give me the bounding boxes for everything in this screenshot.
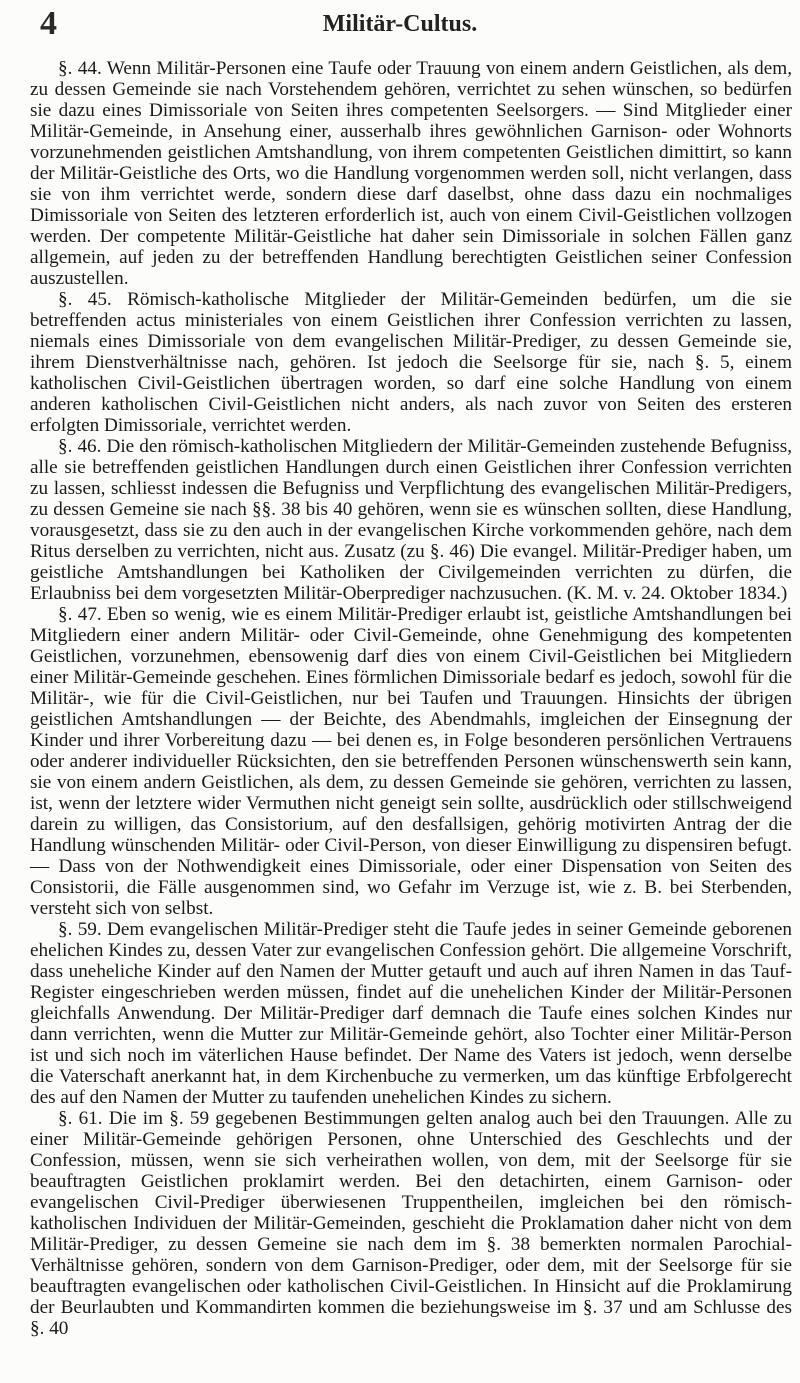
paragraph-47: §. 47. Eben so wenig, wie es einem Militär-Prediger erlaubt ist, geistliche Amtshandlungen bei Mitgliedern einer andern Militär- oder Civil-Gemeinde, ohne Genehmigung des kompetenten Geistlichen, vorzunehmen, ebensowenig darf dies von einem Civil-Geistlichen bei Mitgliedern einer Militär-Gemeinde geschehen. Eines förmlichen Dimissoriale bedarf es jedoch, sowohl für die Militär-, wie für die Civil-Geistlichen, nur bei Taufen und Trauungen. Hinsichts der übrigen geistlichen Amtshandlungen — der Beichte, des Abendmahls, imgleichen der Einsegnung der Kinder und ihrer Vorbereitung dazu — bei denen es, in Folge besonderen persönlichen Vertrauens oder anderer individueller Rücksichten, den sie betreffenden Personen wünschenswerth sein kann, sie von einem andern Geistlichen, als dem, zu dessen Gemeinde sie gehören, verrichten zu lassen, ist, wenn der letztere wider Vermuthen nicht geneigt sein sollte, ausdrücklich oder stillschweigend darein zu willigen, das Consistorium, auf den desfallsigen, gehörig motivirten Antrag der die Handlung wünschenden Militär- oder Civil-Person, von dieser Einwilligung zu dispensiren befugt. — Dass von der Nothwendigkeit eines Dimissoriale, oder einer Dispensation von Seiten des Consistorii, die Fälle ausgenommen sind, wo Gefahr im Verzuge ist, wie z. B. bei Sterbenden, versteht sich von selbst. <box>30 604 792 919</box>
body-text <box>30 58 792 1339</box>
paragraph-61: §. 61. Die im §. 59 gegebenen Bestimmungen gelten analog auch bei den Trauungen. Alle zu einer Militär-Gemeinde gehörigen Personen, ohne Unterschied des Geschlechts und der Confession, müssen, wenn sie sich verheirathen wollen, von dem, mit der Seelsorge für sie beauftragten Geistlichen proklamirt werden. Bei den detachirten, einem Garnison- oder evangelischen Civil-Prediger überwiesenen Truppentheilen, imgleichen bei den römisch-katholischen Individuen der Militär-Gemeinden, geschieht die Proklamation daher nicht von dem Militär-Prediger, zu dessen Gemeine sie nach dem im §. 38 bemerkten normalen Parochial-Verhältnisse gehören, sondern von dem Garnison-Prediger, oder dem, mit der Seelsorge für sie beauftragten evangelischen oder katholischen Civil-Geistlichen. In Hinsicht auf die Proklamirung der Beurlaubten und Kommandirten kommen die beziehungsweise im §. 37 und am Schlusse des §. 40 <box>30 1108 792 1339</box>
paragraph-46: §. 46. Die den römisch-katholischen Mitgliedern der Militär-Gemeinden zustehende Befugniss, alle sie betreffenden geistlichen Handlungen durch einen Geistlichen ihrer Confession verrichten zu lassen, schliesst indessen die Befugniss und Verpflichtung des evangelischen Militär-Predigers, zu dessen Gemeine sie nach §§. 38 bis 40 gehören, wenn sie es wünschen sollten, diese Handlung, vorausgesetzt, dass sie zu den auch in der evangelischen Kirche vorkommenden gehöre, nach dem Ritus derselben zu verrichten, nicht aus. Zusatz (zu §. 46) Die evangel. Militär-Prediger haben, um geistliche Amtshandlungen bei Katholiken der Civilgemeinden verrichten zu dürfen, die Erlaubniss bei dem vorgesetzten Militär-Oberprediger nachzusuchen. (K. M. v. 24. Oktober 1834.) <box>30 436 792 604</box>
paragraph-44: §. 44. Wenn Militär-Personen eine Taufe oder Trauung von einem andern Geistlichen, als dem, zu dessen Gemeinde sie nach Vorstehendem gehören, verrichtet zu sehen wünschen, so bedürfen sie dazu eines Dimissoriale von Seiten ihres competenten Seelsorgers. — Sind Mitglieder einer Militär-Gemeinde, in Ansehung einer, ausserhalb ihres gewöhnlichen Garnison- oder Wohnorts vorzunehmenden geistlichen Amtshandlung, von ihrem competenten Geistlichen dimittirt, so kann der Militär-Geistliche des Orts, wo die Handlung vorgenommen werden soll, nicht verlangen, dass sie von ihm verrichtet werde, sondern diese darf daselbst, ohne dass dazu ein nochmaliges Dimissoriale von Seiten des letzteren erforderlich ist, auch von einem Civil-Geistlichen vollzogen werden. Der competente Militär-Geistliche hat daher sein Dimissoriale in solchen Fällen ganz allgemein, auf jeden zu der betreffenden Handlung berechtigten Geistlichen seiner Confession auszustellen. <box>30 58 792 289</box>
running-title: Militär-Cultus. <box>322 11 478 37</box>
page-header <box>0 2 800 42</box>
page-number: 4 <box>40 5 57 42</box>
paragraph-59: §. 59. Dem evangelischen Militär-Prediger steht die Taufe jedes in seiner Gemeinde geborenen ehelichen Kindes zu, dessen Vater zur evangelischen Confession gehört. Die allgemeine Vorschrift, dass uneheliche Kinder auf den Namen der Mutter getauft und auch auf ihren Namen in das Tauf-Register eingeschrieben werden müssen, findet auf die unehelichen Kinder der Militär-Personen gleichfalls Anwendung. Der Militär-Prediger darf demnach die Taufe eines solchen Kindes nur dann verrichten, wenn die Mutter zur Militär-Gemeinde gehört, also Tochter einer Militär-Person ist und sich noch im väterlichen Hause befindet. Der Name des Vaters ist jedoch, wenn derselbe die Vaterschaft anerkannt hat, in dem Kirchenbuche zu vermerken, um das künftige Erbfolgerecht des auf den Namen der Mutter zu taufenden unehelichen Kindes zu sichern. <box>30 919 792 1108</box>
paragraph-45: §. 45. Römisch-katholische Mitglieder der Militär-Gemeinden bedürfen, um die sie betreffenden actus ministeriales von einem Geistlichen ihrer Confession verrichten zu lassen, niemals eines Dimissoriale von dem evangelischen Militär-Prediger, zu dessen Gemeinde sie, ihrem Dienstverhältnisse nach, gehören. Ist jedoch die Seelsorge für sie, nach §. 5, einem katholischen Civil-Geistlichen übertragen worden, so darf eine solche Handlung von einem anderen katholischen Civil-Geistlichen nicht anders, als nach zuvor von Seiten des ersteren erfolgten Dimissoriale, verrichtet werden. <box>30 289 792 436</box>
